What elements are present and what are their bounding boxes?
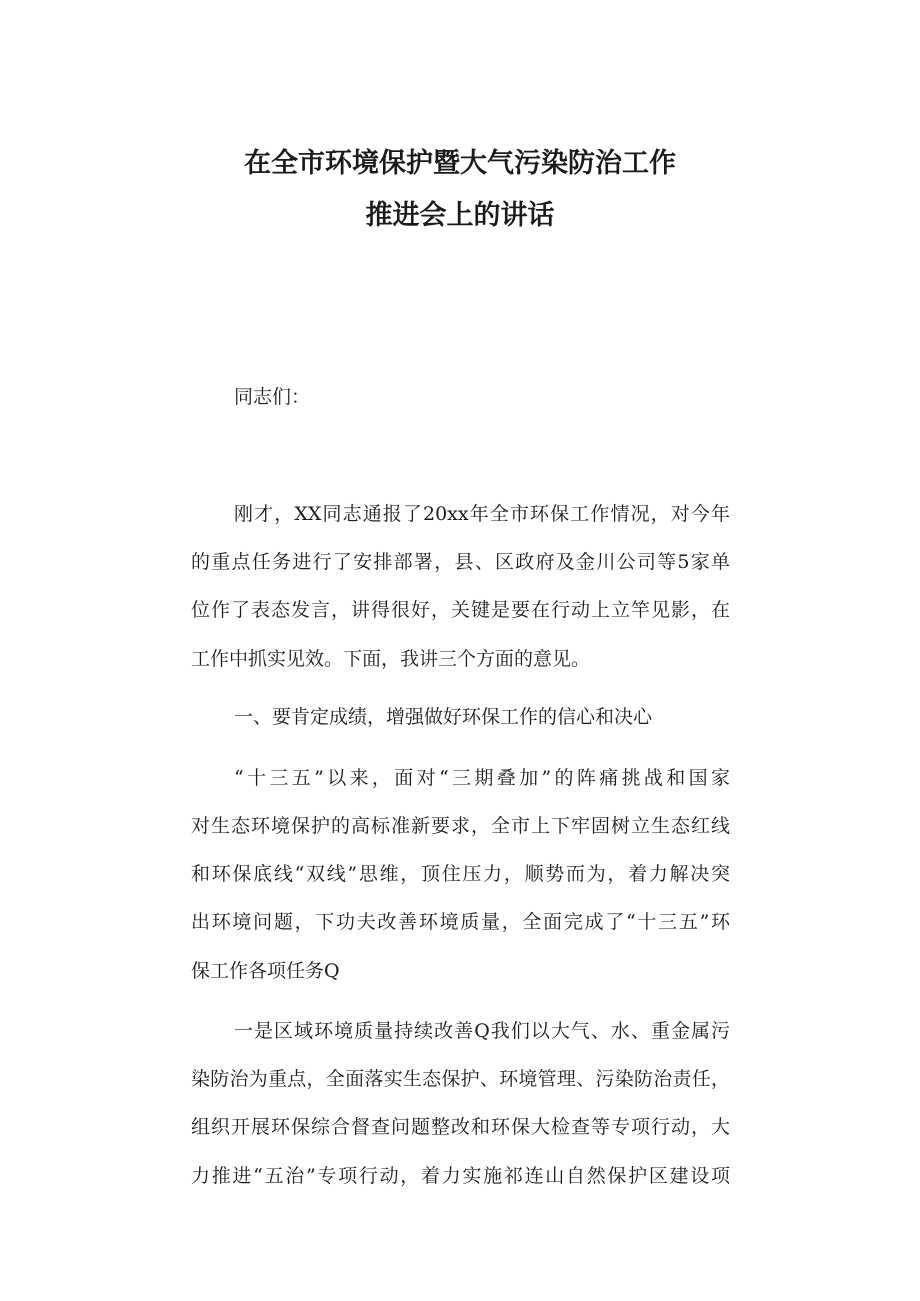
paragraph-1-line-2: 的重点任务进行了安排部署，县、区政府及金川公司等5家单	[191, 551, 730, 573]
paragraph-2-line-5: 保工作各项任务Q	[191, 960, 340, 982]
paragraph-2-line-4: 出环境问题，下功夫改善环境质量，全面完成了“十三五”环	[191, 911, 730, 933]
paragraph-3-line-1: 一是区域环境质量持续改善Q我们以大气、水、重金属污	[234, 1020, 730, 1042]
paragraph-2-line-1: “十三五”以来，面对“三期叠加”的阵痛挑战和国家	[234, 767, 730, 789]
paragraph-1-line-4: 工作中抓实见效。下面，我讲三个方面的意见。	[191, 648, 591, 670]
section-heading-1: 一、要肯定成绩，增强做好环保工作的信心和决心	[234, 706, 653, 728]
paragraph-3-line-3: 组织开展环保综合督查问题整改和环保大检查等专项行动，大	[191, 1116, 730, 1138]
paragraph-3-line-4: 力推进“五治”专项行动，着力实施祁连山自然保护区建设项	[191, 1165, 730, 1187]
paragraph-1-line-1: 刚才，XX同志通报了20xx年全市环保工作情况，对今年	[234, 503, 730, 525]
paragraph-3-line-2: 染防治为重点，全面落实生态保护、环境管理、污染防治责任，	[191, 1068, 730, 1090]
document-title-line-2: 推进会上的讲话	[365, 200, 555, 231]
paragraph-1-line-3: 位作了表态发言，讲得很好，关键是要在行动上立竿见影，在	[191, 599, 730, 621]
paragraph-2-line-2: 对生态环境保护的高标准新要求，全市上下牢固树立生态红线	[191, 815, 730, 837]
document-title-line-1: 在全市环境保护暨大气污染防治工作	[244, 148, 676, 179]
salutation: 同志们：	[234, 386, 311, 408]
paragraph-2-line-3: 和环保底线“双线”思维，顶住压力，顺势而为，着力解决突	[191, 863, 730, 885]
